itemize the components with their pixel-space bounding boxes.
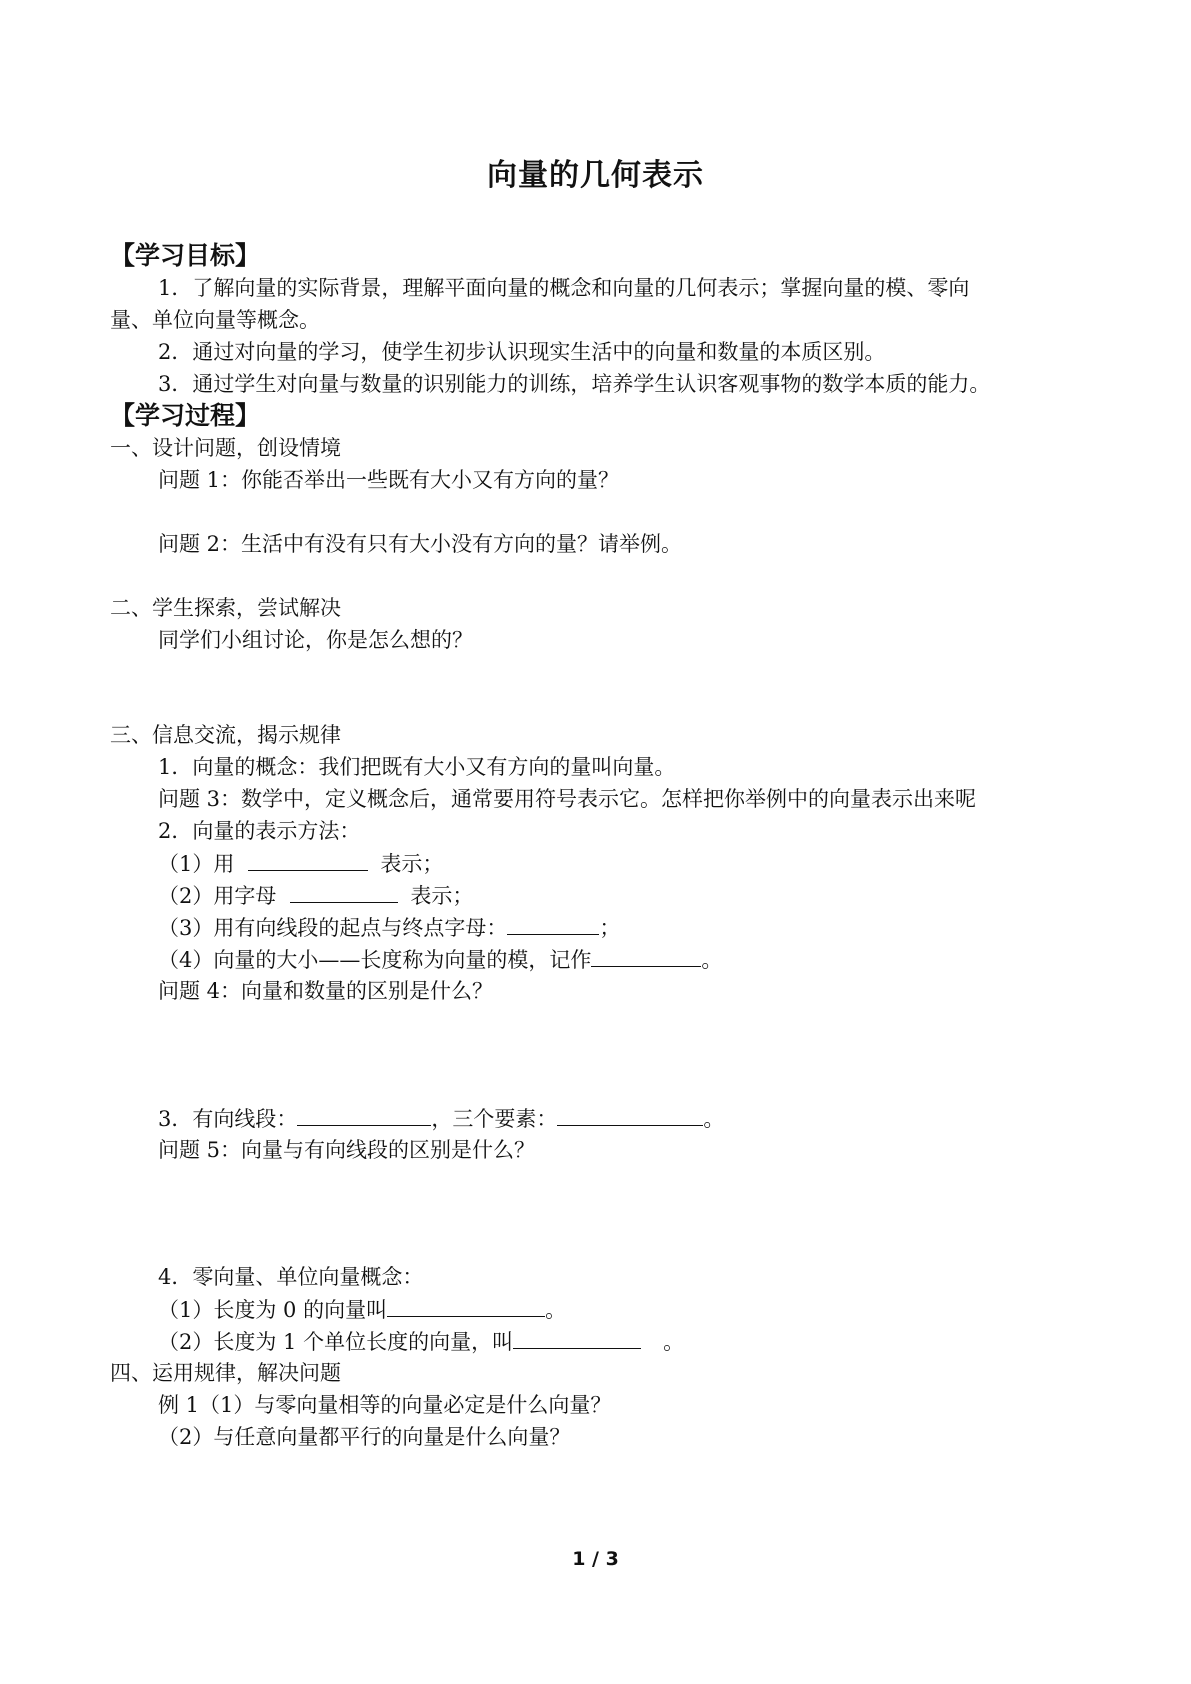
method-3-suffix: ； (599, 916, 621, 940)
method-1-prefix: （1）用 (158, 852, 235, 876)
zero-vector-suffix: 。 (545, 1298, 567, 1322)
example-1-part-1: 例 1（1）与零向量相等的向量必定是什么向量？ (158, 1393, 612, 1417)
unit-vector-definition (158, 1326, 684, 1357)
unit-vector-suffix: 。 (663, 1330, 685, 1354)
document-title: 向量的几何表示 (487, 158, 704, 193)
method-4-suffix: 。 (701, 948, 723, 972)
process-heading: 【学习过程】 (110, 401, 261, 430)
question-3: 问题 3：数学中，定义概念后，通常要用符号表示它。怎样把你举例中的向量表示出来呢 (158, 787, 977, 811)
question-2: 问题 2：生活中有没有只有大小没有方向的量？请举例。 (158, 532, 683, 556)
section-3-title: 三、信息交流，揭示规律 (110, 723, 341, 747)
directed-segment-mid: ，三个要素： (431, 1107, 558, 1131)
unit-vector-prefix: （2）长度为 1 个单位长度的向量，叫 (158, 1330, 514, 1354)
method-2 (158, 880, 473, 911)
method-3 (158, 912, 620, 943)
method-1-blank[interactable] (248, 848, 368, 871)
method-4-prefix: （4）向量的大小——长度称为向量的模，记作 (158, 948, 592, 972)
three-elements-blank[interactable] (557, 1103, 703, 1126)
goal-item-3: 3．通过学生对向量与数量的识别能力的训练，培养学生认识客观事物的数学本质的能力。 (158, 372, 991, 396)
section-4-title: 四、运用规律，解决问题 (110, 1361, 341, 1385)
method-3-prefix: （3）用有向线段的起点与终点字母： (158, 916, 508, 940)
method-1 (158, 848, 443, 879)
goal-item-2: 2．通过对向量的学习，使学生初步认识现实生活中的向量和数量的本质区别。 (158, 340, 886, 364)
zero-vector-definition (158, 1294, 566, 1325)
method-2-blank[interactable] (290, 880, 398, 903)
section-1-title: 一、设计问题，创设情境 (110, 436, 341, 460)
section-2-title: 二、学生探索，尝试解决 (110, 596, 341, 620)
directed-segment-prefix: 3．有向线段： (158, 1107, 298, 1131)
method-3-blank[interactable] (507, 912, 599, 935)
goals-heading: 【学习目标】 (110, 241, 261, 270)
directed-segment-blank[interactable] (297, 1103, 431, 1126)
unit-vector-blank[interactable] (513, 1326, 641, 1349)
directed-segment (158, 1103, 724, 1134)
method-4 (158, 944, 722, 975)
goal-item-1-line-1: 1．了解向量的实际背景，理解平面向量的概念和向量的几何表示；掌握向量的模、零向 (158, 276, 970, 300)
question-1: 问题 1：你能否举出一些既有大小又有方向的量？ (158, 468, 620, 492)
vector-concept: 1．向量的概念：我们把既有大小又有方向的量叫向量。 (158, 755, 676, 779)
zero-vector-prefix: （1）长度为 0 的向量叫 (158, 1298, 388, 1322)
page-number: 1 / 3 (572, 1548, 619, 1570)
question-4: 问题 4：向量和数量的区别是什么？ (158, 979, 494, 1003)
zero-vector-blank[interactable] (387, 1294, 545, 1317)
zero-unit-title: 4．零向量、单位向量概念： (158, 1265, 424, 1289)
directed-segment-suffix: 。 (703, 1107, 725, 1131)
representation-methods-title: 2．向量的表示方法： (158, 819, 361, 843)
method-1-suffix: 表示； (380, 852, 444, 876)
method-2-suffix: 表示； (410, 884, 474, 908)
method-4-blank[interactable] (591, 944, 701, 967)
question-5: 问题 5：向量与有向线段的区别是什么？ (158, 1138, 536, 1162)
section-2-text: 同学们小组讨论，你是怎么想的？ (158, 628, 473, 652)
example-1-part-2: （2）与任意向量都平行的向量是什么向量？ (158, 1425, 571, 1449)
goal-item-1-line-2: 量、单位向量等概念。 (110, 308, 320, 332)
method-2-prefix: （2）用字母 (158, 884, 277, 908)
